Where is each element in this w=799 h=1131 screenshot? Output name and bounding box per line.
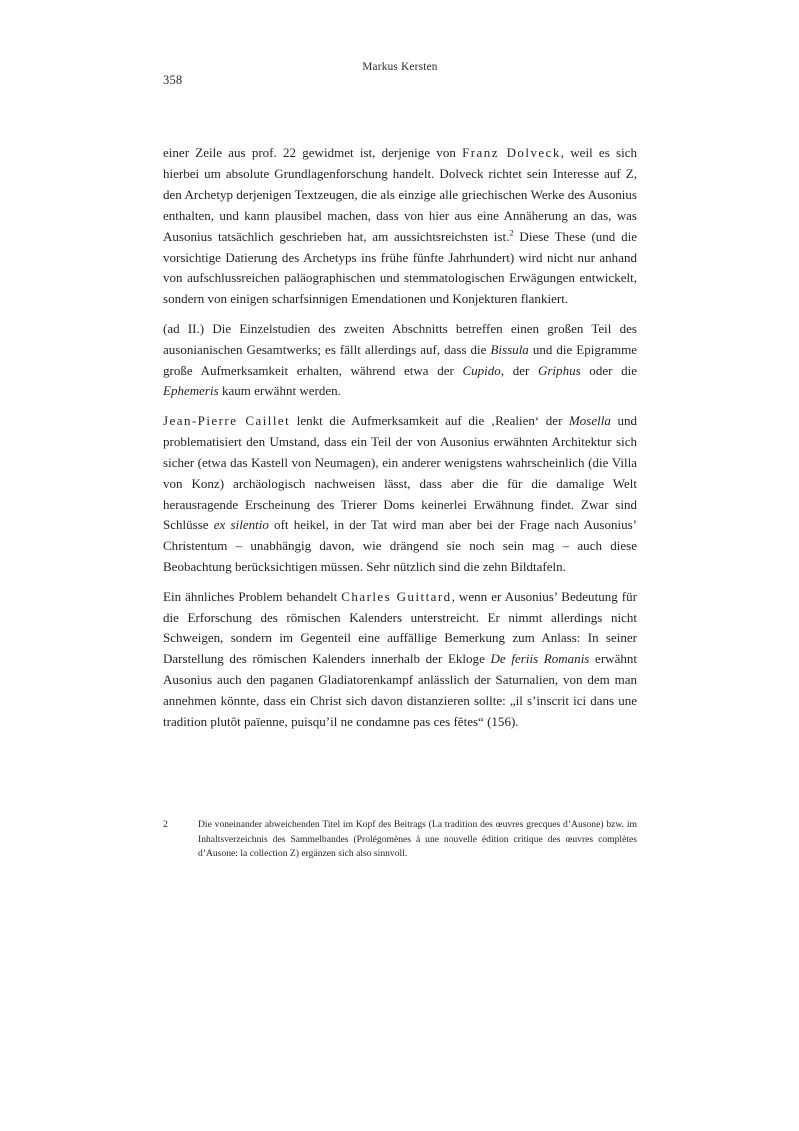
text-run: oft heikel, in der Tat wird man aber bei der Frage nach Ausonius’ Christentum – unabhängig davon, wie drängend sie noch sein mag – auch diese Beobachtung berücksichtigen müssen. Sehr nützlich sind die zehn Bildtafeln. bbox=[163, 517, 638, 575]
running-head-title: Markus Kersten bbox=[362, 61, 438, 73]
text-run: (ad II.) Die Einzelstudien des zweiten Abschnitts betreffen einen großen Teil des ausonianischen Gesamtwerks; es fällt allerdings auf, dass die bbox=[163, 320, 637, 357]
italic-title: Bissula bbox=[490, 341, 529, 357]
paragraph-dolveck bbox=[163, 143, 637, 310]
text-run: oder die bbox=[580, 362, 637, 378]
text-run: Ein ähnliches Problem behandelt bbox=[163, 588, 342, 604]
author-name-spaced: Jean-Pierre Caillet bbox=[163, 412, 291, 428]
paragraph-ad-ii bbox=[163, 319, 637, 403]
footnote-area bbox=[163, 818, 637, 862]
text-run: und die Epigramme große Aufmerksamkeit erhalten, während etwa der bbox=[163, 341, 637, 378]
italic-title: Cupido bbox=[462, 362, 501, 378]
text-run: , der bbox=[500, 362, 538, 378]
page-number: 358 bbox=[163, 73, 183, 87]
text-run: Diese These (und die vorsichtige Datierung des Archetyps ins frühe fünfte Jahrhundert) wird nicht nur anhand von aufschlussreichen paläographischen und stemmatologischen Erwägungen entwickelt, sondern von einigen scharfsinnigen Emendationen und Konjekturen flankiert. bbox=[163, 228, 637, 307]
text-run: und problematisiert den Umstand, dass ein Teil der von Ausonius erwähnten Architektur sich sicher (etwa das Kastell von Neumagen), ein anderer wenigstens wahrscheinlich (die Villa von Konz) archäologisch nachweisen lässt, dass aber die für die damalige Welt herausragende Erscheinung des Trierer Doms keinerlei Erwähnung findet. Zwar sind Schlüsse bbox=[163, 412, 637, 533]
text-run: einer Zeile aus prof. 22 gewidmet ist, derjenige von bbox=[163, 145, 463, 160]
text-run: , weil es sich hierbei um absolute Grundlagenforschung handelt. Dolveck richtet sein Interesse auf Z, den Archetyp derjenigen Textzeugen, die als einzige alle griechischen Werke des Ausonius enthalten, und kann plausibel machen, dass von hier aus eine Annäherung an das, was Ausonius tatsächlich geschrieben hat, am aussichtsreichsten ist. bbox=[163, 145, 637, 244]
body-text-column bbox=[163, 143, 637, 733]
italic-title: De feriis Romanis bbox=[490, 651, 590, 667]
running-head-area bbox=[163, 60, 637, 94]
text-run: lenkt die Aufmerksamkeit auf die ‚Realien‘ der bbox=[290, 412, 569, 428]
text-run: kaum erwähnt werden. bbox=[218, 383, 341, 399]
footnote-reference[interactable]: 2 bbox=[509, 227, 514, 238]
paragraph-caillet bbox=[163, 411, 637, 578]
author-name-spaced: Charles Guittard bbox=[341, 588, 452, 604]
italic-title: ex silentio bbox=[213, 517, 269, 533]
footnote-text: Die voneinander abweichenden Titel im Kopf des Beitrags (La tradition des œuvres grecques d’Ausone) bzw. im Inhaltsverzeichnis des Sammelbandes (Prolégomènes à une nouvelle édition critique des œuvres complètes d’Ausone: la collection Z) ergänzen sich also sinnvoll. bbox=[198, 819, 637, 860]
footnote-number: 2 bbox=[163, 819, 168, 830]
paragraph-guittard bbox=[163, 587, 637, 733]
author-name-spaced: Franz Dolveck bbox=[462, 145, 561, 160]
footnote-entry bbox=[163, 818, 637, 862]
italic-title: Mosella bbox=[568, 412, 611, 428]
text-run: , wenn er Ausonius’ Bedeutung für die Erforschung des römischen Kalenders unterstreicht. Er nimmt allerdings nicht Schweigen, sondern im Gegenteil eine auffällige Bemerkung zum Anlass: In seiner Darstellung des römischen Kalenders innerhalb der Ekloge bbox=[163, 588, 637, 667]
italic-title: Griphus bbox=[537, 362, 581, 378]
italic-title: Ephemeris bbox=[163, 383, 219, 399]
text-run: erwähnt Ausonius auch den paganen Gladiatorenkampf anlässlich der Saturnalien, von dem man annehmen könnte, dass ein Christ sich davon distanzieren sollte: „il s’inscrit ici dans une tradition plutôt païenne, puisqu’il ne condamne pas ces fêtes“ (156). bbox=[163, 651, 637, 730]
